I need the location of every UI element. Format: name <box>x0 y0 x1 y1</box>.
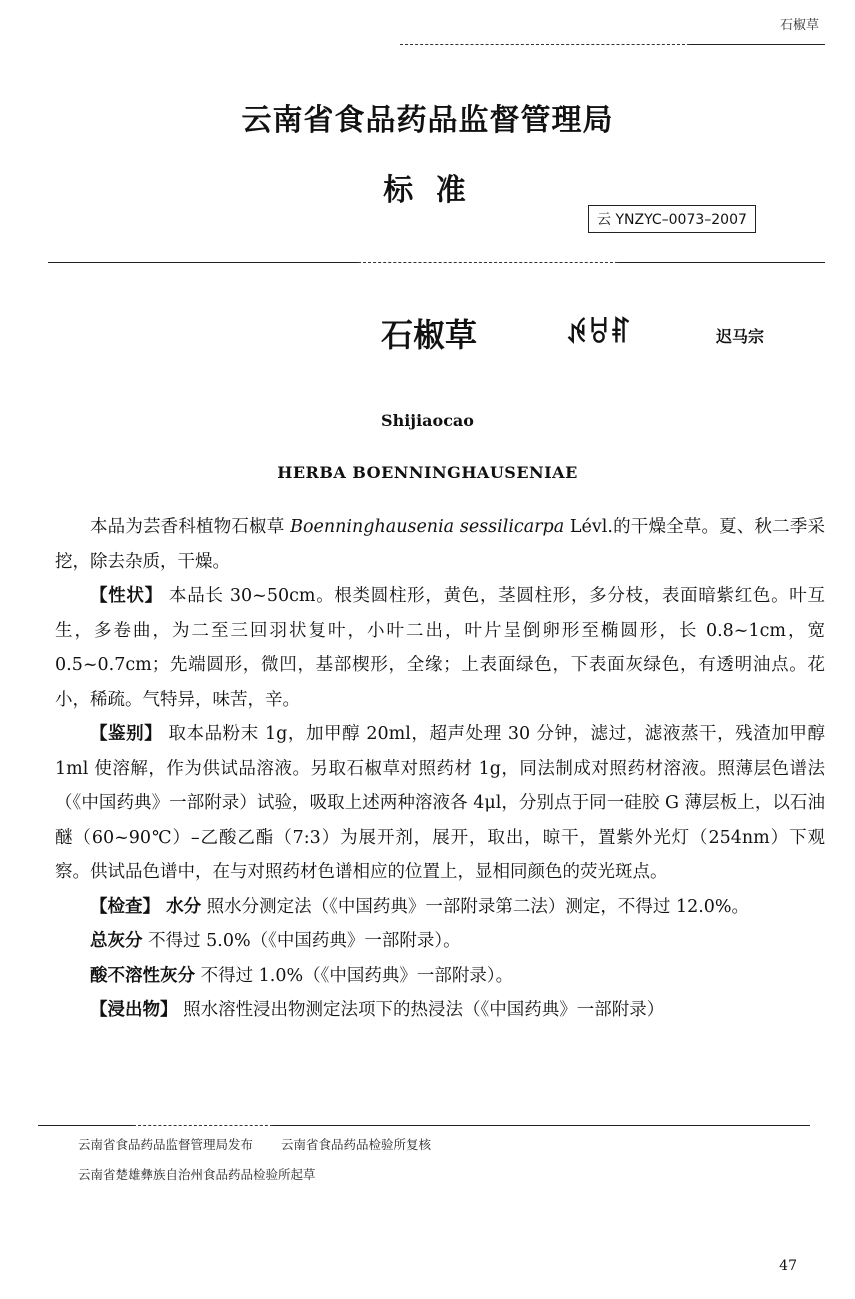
species-name: Boenninghausenia sessilicarpa <box>290 517 565 537</box>
intro-text-a: 本品为芸香科植物石椒草 <box>90 517 291 537</box>
page-number: 47 <box>779 1258 797 1274</box>
standard-code: 云 YNZYC–0073–2007 <box>588 205 756 233</box>
published-by: 云南省食品药品监督管理局发布 <box>78 1137 254 1152</box>
running-header: 石椒草 <box>779 18 819 33</box>
ash-label: 总灰分 <box>90 931 143 951</box>
herb-name-ethnic-sub: 迟马宗 <box>716 327 765 346</box>
title-rule-left <box>48 262 358 263</box>
header-rule-dashed <box>400 44 690 45</box>
org-title: 云南省食品药品监督管理局 <box>241 103 614 138</box>
extract-text: 照水溶性浸出物测定法项下的热浸法（《中国药典》一部附录） <box>177 1000 665 1020</box>
footer-rule-dashed <box>133 1125 273 1126</box>
check-label: 【检查】 <box>90 896 160 917</box>
description-paragraph <box>55 579 825 717</box>
footer-line-1 <box>78 1130 431 1160</box>
ash-paragraph <box>55 924 825 959</box>
check-paragraph <box>55 890 825 925</box>
identification-label: 【鉴别】 <box>90 724 163 744</box>
description-label: 【性状】 <box>90 586 163 606</box>
title-rule-dashed <box>358 262 618 263</box>
water-label: 水分 <box>160 896 202 917</box>
intro-paragraph <box>55 510 825 579</box>
identification-text: 取本品粉末 1g，加甲醇 20ml，超声处理 30 分钟，滤过，滤液蒸干，残渣加甲醇 1ml 使溶解，作为供试品溶液。另取石椒草对照药材 1g，同法制成对照药材溶液。照薄层色谱法（《中国药典》一部附录）试验，吸取上述两种溶液各 4μl，分别点于同一硅胶 G 薄层板上，以石油醚（60~90℃）–乙酸乙酯（7:3）为展开剂，展开，取出，晾干，置紫外光灯（254nm）下观察。供试品色谱中，在与对照药材色谱相应的位置上，显相同颜色的荧光斑点。 <box>55 724 825 882</box>
doc-type: 标 准 <box>383 173 472 208</box>
monograph-body <box>55 510 825 1028</box>
header-rule <box>690 44 825 45</box>
reviewed-by: 云南省食品药品检验所复核 <box>281 1137 432 1152</box>
herb-latin: HERBA BOENNINGHAUSENIAE <box>277 463 578 482</box>
footer-block <box>78 1130 431 1190</box>
herb-pinyin: Shijiaocao <box>381 411 474 430</box>
footer-rule-right <box>273 1125 810 1126</box>
footer-rule-left <box>38 1125 133 1126</box>
intro-text-b: Lévl.的干燥全草。夏、秋二季采挖，除去杂质，干燥。 <box>55 517 825 572</box>
identification-paragraph <box>55 717 825 890</box>
ash-text: 不得过 5.0%（《中国药典》一部附录）。 <box>142 931 461 951</box>
drafted-by: 云南省楚雄彝族自治州食品药品检验所起草 <box>78 1167 316 1182</box>
herb-name-cn: 石椒草 <box>381 316 478 354</box>
title-rule-right <box>618 262 825 263</box>
herb-name-ethnic: ꉌꀞꐥ <box>566 316 632 349</box>
acid-ash-label: 酸不溶性灰分 <box>90 965 195 986</box>
description-text: 本品长 30~50cm。根类圆柱形，黄色，茎圆柱形，多分枝，表面暗紫红色。叶互生，多卷曲，为二至三回羽状复叶，小叶二出，叶片呈倒卵形至椭圆形，长 0.8~1cm，宽 0.5~0.7cm；先端圆形，微凹，基部楔形，全缘；上表面绿色，下表面灰绿色，有透明油点。花小，稀疏。气特异，味苦，辛。 <box>55 586 826 710</box>
extract-label: 【浸出物】 <box>90 1000 178 1020</box>
extract-paragraph <box>55 993 825 1028</box>
acid-ash-paragraph <box>55 959 825 994</box>
water-text: 照水分测定法（《中国药典》一部附录第二法）测定，不得过 12.0%。 <box>201 896 750 917</box>
acid-ash-text: 不得过 1.0%（《中国药典》一部附录）。 <box>195 965 514 986</box>
